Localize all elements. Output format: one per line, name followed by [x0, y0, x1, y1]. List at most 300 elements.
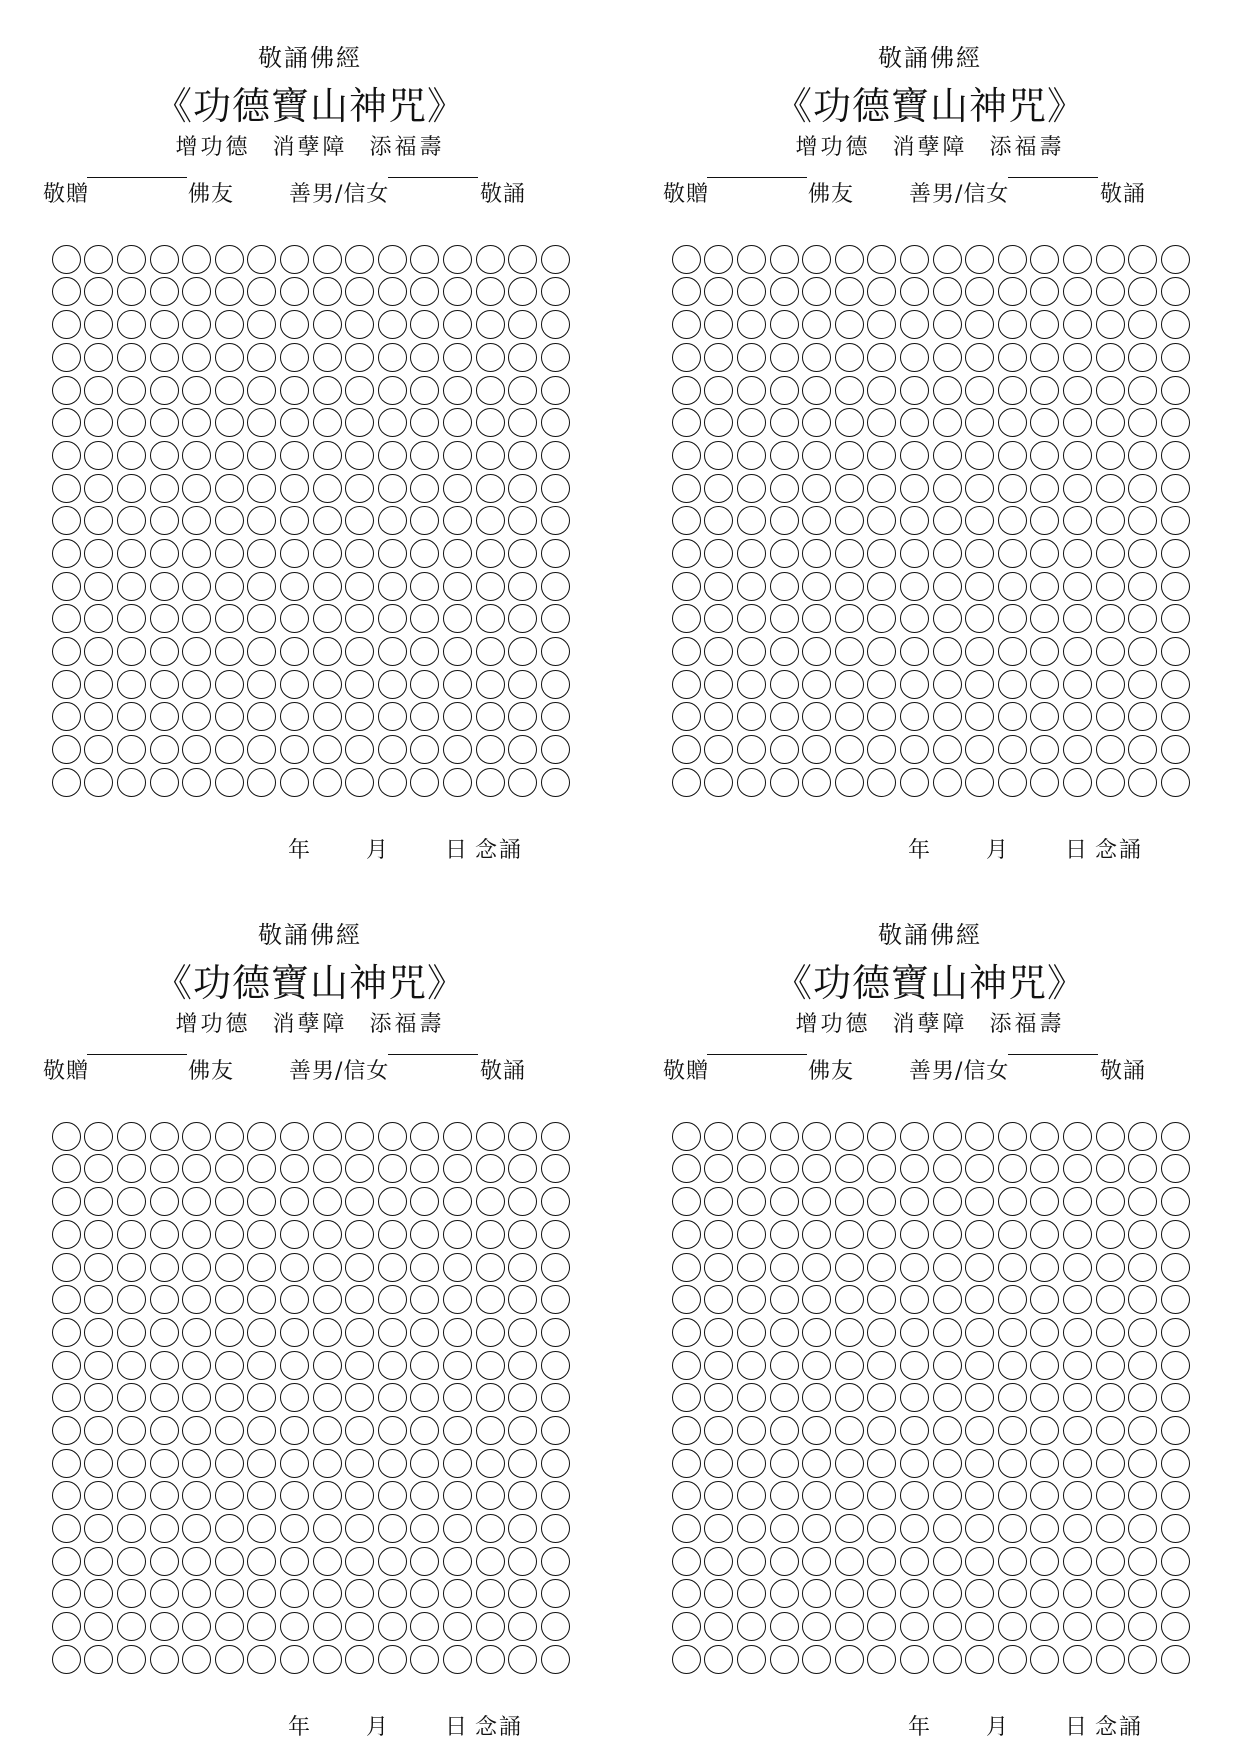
- recitation-circle[interactable]: [443, 1514, 472, 1543]
- recitation-circle[interactable]: [541, 539, 570, 568]
- recitation-circle[interactable]: [770, 1154, 799, 1183]
- recitation-circle[interactable]: [117, 604, 146, 633]
- recitation-circle[interactable]: [280, 572, 309, 601]
- recitation-circle[interactable]: [1128, 637, 1157, 666]
- recitation-circle[interactable]: [704, 1220, 733, 1249]
- recitation-circle[interactable]: [900, 310, 929, 339]
- recitation-circle[interactable]: [900, 572, 929, 601]
- recitation-circle[interactable]: [150, 1481, 179, 1510]
- recitation-circle[interactable]: [704, 1514, 733, 1543]
- recitation-circle[interactable]: [1161, 474, 1190, 503]
- recitation-circle[interactable]: [313, 1351, 342, 1380]
- recitation-circle[interactable]: [476, 506, 505, 535]
- recitation-circle[interactable]: [867, 1449, 896, 1478]
- recitation-circle[interactable]: [672, 768, 701, 797]
- recitation-circle[interactable]: [476, 474, 505, 503]
- recitation-circle[interactable]: [443, 670, 472, 699]
- recitation-circle[interactable]: [443, 1220, 472, 1249]
- recitation-circle[interactable]: [1128, 310, 1157, 339]
- recitation-circle[interactable]: [704, 310, 733, 339]
- recitation-circle[interactable]: [1096, 1285, 1125, 1314]
- recitation-circle[interactable]: [117, 1220, 146, 1249]
- recitation-circle[interactable]: [84, 735, 113, 764]
- recitation-circle[interactable]: [410, 1253, 439, 1282]
- recitation-circle[interactable]: [345, 408, 374, 437]
- recitation-circle[interactable]: [508, 245, 537, 274]
- recitation-circle[interactable]: [672, 1253, 701, 1282]
- recitation-circle[interactable]: [410, 1318, 439, 1347]
- recitation-circle[interactable]: [933, 670, 962, 699]
- recitation-circle[interactable]: [737, 539, 766, 568]
- recitation-circle[interactable]: [84, 1285, 113, 1314]
- recitation-circle[interactable]: [215, 1645, 244, 1674]
- recitation-circle[interactable]: [476, 245, 505, 274]
- recitation-circle[interactable]: [150, 768, 179, 797]
- recitation-circle[interactable]: [1030, 474, 1059, 503]
- recitation-circle[interactable]: [900, 768, 929, 797]
- recitation-circle[interactable]: [1161, 1285, 1190, 1314]
- recitation-circle[interactable]: [410, 1449, 439, 1478]
- recitation-circle[interactable]: [1063, 376, 1092, 405]
- recitation-circle[interactable]: [84, 1253, 113, 1282]
- recitation-circle[interactable]: [835, 1154, 864, 1183]
- recitation-circle[interactable]: [1161, 1253, 1190, 1282]
- recitation-circle[interactable]: [476, 1383, 505, 1412]
- recitation-circle[interactable]: [672, 735, 701, 764]
- recitation-circle[interactable]: [84, 1547, 113, 1576]
- recitation-circle[interactable]: [835, 1547, 864, 1576]
- recitation-circle[interactable]: [280, 376, 309, 405]
- recitation-circle[interactable]: [313, 474, 342, 503]
- recitation-circle[interactable]: [867, 1285, 896, 1314]
- recitation-circle[interactable]: [378, 702, 407, 731]
- recitation-circle[interactable]: [933, 735, 962, 764]
- recitation-circle[interactable]: [508, 572, 537, 601]
- recitation-circle[interactable]: [52, 1351, 81, 1380]
- recitation-circle[interactable]: [541, 506, 570, 535]
- recitation-circle[interactable]: [1063, 1481, 1092, 1510]
- recipient-blank[interactable]: [707, 177, 807, 178]
- recitation-circle[interactable]: [672, 702, 701, 731]
- recitation-circle[interactable]: [313, 539, 342, 568]
- recitation-circle[interactable]: [672, 1351, 701, 1380]
- recitation-circle[interactable]: [443, 1154, 472, 1183]
- recitation-circle[interactable]: [1030, 1187, 1059, 1216]
- recitation-circle[interactable]: [541, 441, 570, 470]
- recitation-circle[interactable]: [84, 245, 113, 274]
- recitation-circle[interactable]: [965, 702, 994, 731]
- recitation-circle[interactable]: [247, 310, 276, 339]
- recitation-circle[interactable]: [933, 1253, 962, 1282]
- recitation-circle[interactable]: [345, 1579, 374, 1608]
- recitation-circle[interactable]: [1128, 1645, 1157, 1674]
- recitation-circle[interactable]: [52, 539, 81, 568]
- recitation-circle[interactable]: [476, 1285, 505, 1314]
- recitation-circle[interactable]: [737, 441, 766, 470]
- recitation-circle[interactable]: [52, 1220, 81, 1249]
- recitation-circle[interactable]: [1063, 1187, 1092, 1216]
- recitation-circle[interactable]: [52, 1449, 81, 1478]
- recitation-circle[interactable]: [443, 474, 472, 503]
- recitation-circle[interactable]: [998, 702, 1027, 731]
- recitation-circle[interactable]: [1063, 702, 1092, 731]
- recitation-circle[interactable]: [1030, 376, 1059, 405]
- recitation-circle[interactable]: [378, 1514, 407, 1543]
- reciter-blank[interactable]: [1008, 177, 1098, 178]
- recitation-circle[interactable]: [770, 1351, 799, 1380]
- recitation-circle[interactable]: [1030, 1579, 1059, 1608]
- recitation-circle[interactable]: [1128, 1612, 1157, 1641]
- recitation-circle[interactable]: [280, 474, 309, 503]
- recitation-circle[interactable]: [508, 343, 537, 372]
- recitation-circle[interactable]: [443, 604, 472, 633]
- recitation-circle[interactable]: [117, 670, 146, 699]
- recitation-circle[interactable]: [704, 245, 733, 274]
- recitation-circle[interactable]: [541, 670, 570, 699]
- recitation-circle[interactable]: [704, 277, 733, 306]
- recitation-circle[interactable]: [933, 474, 962, 503]
- recitation-circle[interactable]: [247, 604, 276, 633]
- recitation-circle[interactable]: [476, 376, 505, 405]
- recitation-circle[interactable]: [900, 735, 929, 764]
- recitation-circle[interactable]: [900, 1612, 929, 1641]
- recitation-circle[interactable]: [704, 1154, 733, 1183]
- recitation-circle[interactable]: [215, 474, 244, 503]
- recitation-circle[interactable]: [52, 1122, 81, 1151]
- recitation-circle[interactable]: [247, 768, 276, 797]
- recitation-circle[interactable]: [965, 1220, 994, 1249]
- recitation-circle[interactable]: [1063, 768, 1092, 797]
- recitation-circle[interactable]: [965, 245, 994, 274]
- recitation-circle[interactable]: [900, 408, 929, 437]
- recitation-circle[interactable]: [313, 1253, 342, 1282]
- recitation-circle[interactable]: [802, 572, 831, 601]
- recitation-circle[interactable]: [933, 1514, 962, 1543]
- recitation-circle[interactable]: [345, 441, 374, 470]
- recitation-circle[interactable]: [900, 1579, 929, 1608]
- recitation-circle[interactable]: [215, 1383, 244, 1412]
- reciter-blank[interactable]: [1008, 1054, 1098, 1055]
- recitation-circle[interactable]: [313, 1285, 342, 1314]
- recitation-circle[interactable]: [117, 1154, 146, 1183]
- recitation-circle[interactable]: [508, 1351, 537, 1380]
- recitation-circle[interactable]: [182, 1318, 211, 1347]
- recitation-circle[interactable]: [443, 277, 472, 306]
- recitation-circle[interactable]: [704, 376, 733, 405]
- recitation-circle[interactable]: [933, 1547, 962, 1576]
- recitation-circle[interactable]: [508, 1122, 537, 1151]
- recitation-circle[interactable]: [835, 441, 864, 470]
- recitation-circle[interactable]: [378, 572, 407, 601]
- recitation-circle[interactable]: [117, 539, 146, 568]
- recitation-circle[interactable]: [1161, 441, 1190, 470]
- recitation-circle[interactable]: [965, 1187, 994, 1216]
- recitation-circle[interactable]: [247, 1612, 276, 1641]
- recitation-circle[interactable]: [1063, 474, 1092, 503]
- recitation-circle[interactable]: [84, 572, 113, 601]
- recitation-circle[interactable]: [84, 539, 113, 568]
- recitation-circle[interactable]: [476, 310, 505, 339]
- recitation-circle[interactable]: [378, 1449, 407, 1478]
- recitation-circle[interactable]: [1030, 1253, 1059, 1282]
- recitation-circle[interactable]: [84, 1220, 113, 1249]
- recitation-circle[interactable]: [215, 1481, 244, 1510]
- recitation-circle[interactable]: [508, 1220, 537, 1249]
- recitation-circle[interactable]: [247, 1514, 276, 1543]
- recitation-circle[interactable]: [704, 637, 733, 666]
- recitation-circle[interactable]: [150, 702, 179, 731]
- recitation-circle[interactable]: [965, 1612, 994, 1641]
- recitation-circle[interactable]: [1096, 277, 1125, 306]
- recitation-circle[interactable]: [737, 1645, 766, 1674]
- recitation-circle[interactable]: [150, 376, 179, 405]
- recitation-circle[interactable]: [965, 637, 994, 666]
- recitation-circle[interactable]: [737, 572, 766, 601]
- recitation-circle[interactable]: [443, 1383, 472, 1412]
- recitation-circle[interactable]: [215, 277, 244, 306]
- recitation-circle[interactable]: [704, 1351, 733, 1380]
- recitation-circle[interactable]: [182, 1514, 211, 1543]
- recitation-circle[interactable]: [280, 735, 309, 764]
- recitation-circle[interactable]: [150, 1547, 179, 1576]
- recitation-circle[interactable]: [1161, 1318, 1190, 1347]
- recitation-circle[interactable]: [476, 1154, 505, 1183]
- recitation-circle[interactable]: [150, 572, 179, 601]
- recitation-circle[interactable]: [215, 539, 244, 568]
- recitation-circle[interactable]: [215, 1612, 244, 1641]
- recitation-circle[interactable]: [182, 506, 211, 535]
- recitation-circle[interactable]: [443, 245, 472, 274]
- recitation-circle[interactable]: [1161, 1351, 1190, 1380]
- recitation-circle[interactable]: [933, 277, 962, 306]
- recitation-circle[interactable]: [1063, 245, 1092, 274]
- recitation-circle[interactable]: [1161, 1579, 1190, 1608]
- recitation-circle[interactable]: [280, 1122, 309, 1151]
- recitation-circle[interactable]: [704, 670, 733, 699]
- recitation-circle[interactable]: [150, 277, 179, 306]
- recitation-circle[interactable]: [215, 506, 244, 535]
- recitation-circle[interactable]: [117, 245, 146, 274]
- recitation-circle[interactable]: [541, 604, 570, 633]
- recitation-circle[interactable]: [900, 1481, 929, 1510]
- recitation-circle[interactable]: [672, 408, 701, 437]
- recitation-circle[interactable]: [802, 604, 831, 633]
- recitation-circle[interactable]: [1063, 277, 1092, 306]
- recitation-circle[interactable]: [1161, 245, 1190, 274]
- recitation-circle[interactable]: [117, 1514, 146, 1543]
- recitation-circle[interactable]: [867, 277, 896, 306]
- recitation-circle[interactable]: [672, 1318, 701, 1347]
- recitation-circle[interactable]: [508, 1579, 537, 1608]
- recitation-circle[interactable]: [1030, 1351, 1059, 1380]
- recitation-circle[interactable]: [182, 539, 211, 568]
- recitation-circle[interactable]: [280, 670, 309, 699]
- recitation-circle[interactable]: [1096, 376, 1125, 405]
- recitation-circle[interactable]: [965, 310, 994, 339]
- recitation-circle[interactable]: [247, 1449, 276, 1478]
- recitation-circle[interactable]: [215, 1351, 244, 1380]
- recitation-circle[interactable]: [802, 539, 831, 568]
- recitation-circle[interactable]: [1128, 1481, 1157, 1510]
- recitation-circle[interactable]: [345, 1449, 374, 1478]
- recitation-circle[interactable]: [117, 1285, 146, 1314]
- recitation-circle[interactable]: [280, 637, 309, 666]
- recitation-circle[interactable]: [313, 1449, 342, 1478]
- recitation-circle[interactable]: [965, 1645, 994, 1674]
- recitation-circle[interactable]: [247, 1154, 276, 1183]
- recitation-circle[interactable]: [1128, 1220, 1157, 1249]
- recitation-circle[interactable]: [867, 506, 896, 535]
- recitation-circle[interactable]: [1030, 702, 1059, 731]
- recitation-circle[interactable]: [443, 506, 472, 535]
- recitation-circle[interactable]: [182, 1187, 211, 1216]
- recitation-circle[interactable]: [541, 408, 570, 437]
- recitation-circle[interactable]: [52, 1612, 81, 1641]
- recitation-circle[interactable]: [313, 408, 342, 437]
- recitation-circle[interactable]: [52, 1645, 81, 1674]
- recitation-circle[interactable]: [998, 1547, 1027, 1576]
- recitation-circle[interactable]: [52, 1318, 81, 1347]
- recitation-circle[interactable]: [998, 343, 1027, 372]
- recitation-circle[interactable]: [378, 474, 407, 503]
- recitation-circle[interactable]: [84, 1645, 113, 1674]
- recitation-circle[interactable]: [770, 1318, 799, 1347]
- recitation-circle[interactable]: [802, 474, 831, 503]
- recitation-circle[interactable]: [280, 1645, 309, 1674]
- recitation-circle[interactable]: [150, 245, 179, 274]
- recitation-circle[interactable]: [541, 637, 570, 666]
- recitation-circle[interactable]: [476, 441, 505, 470]
- recitation-circle[interactable]: [1161, 572, 1190, 601]
- recitation-circle[interactable]: [247, 1318, 276, 1347]
- recitation-circle[interactable]: [150, 539, 179, 568]
- recitation-circle[interactable]: [867, 1645, 896, 1674]
- recitation-circle[interactable]: [443, 310, 472, 339]
- recitation-circle[interactable]: [1128, 1154, 1157, 1183]
- recitation-circle[interactable]: [117, 1187, 146, 1216]
- recitation-circle[interactable]: [345, 1253, 374, 1282]
- recitation-circle[interactable]: [215, 376, 244, 405]
- recitation-circle[interactable]: [965, 408, 994, 437]
- recitation-circle[interactable]: [1096, 735, 1125, 764]
- recitation-circle[interactable]: [280, 1612, 309, 1641]
- recitation-circle[interactable]: [410, 1154, 439, 1183]
- recitation-circle[interactable]: [443, 768, 472, 797]
- recitation-circle[interactable]: [1030, 735, 1059, 764]
- recitation-circle[interactable]: [345, 1351, 374, 1380]
- recitation-circle[interactable]: [1096, 572, 1125, 601]
- recitation-circle[interactable]: [1096, 1187, 1125, 1216]
- recitation-circle[interactable]: [410, 474, 439, 503]
- recitation-circle[interactable]: [867, 441, 896, 470]
- recitation-circle[interactable]: [965, 572, 994, 601]
- recitation-circle[interactable]: [802, 277, 831, 306]
- recitation-circle[interactable]: [410, 768, 439, 797]
- recitation-circle[interactable]: [900, 702, 929, 731]
- recitation-circle[interactable]: [150, 1220, 179, 1249]
- recitation-circle[interactable]: [247, 376, 276, 405]
- recitation-circle[interactable]: [900, 506, 929, 535]
- recitation-circle[interactable]: [410, 735, 439, 764]
- recitation-circle[interactable]: [52, 441, 81, 470]
- recitation-circle[interactable]: [802, 1383, 831, 1412]
- recitation-circle[interactable]: [247, 1285, 276, 1314]
- recitation-circle[interactable]: [182, 277, 211, 306]
- recitation-circle[interactable]: [1030, 539, 1059, 568]
- recitation-circle[interactable]: [117, 637, 146, 666]
- recitation-circle[interactable]: [1030, 1318, 1059, 1347]
- reciter-blank[interactable]: [388, 177, 478, 178]
- recitation-circle[interactable]: [150, 1449, 179, 1478]
- recitation-circle[interactable]: [84, 1416, 113, 1445]
- recitation-circle[interactable]: [313, 245, 342, 274]
- recitation-circle[interactable]: [1161, 343, 1190, 372]
- recitation-circle[interactable]: [704, 441, 733, 470]
- recitation-circle[interactable]: [1030, 637, 1059, 666]
- recitation-circle[interactable]: [672, 1285, 701, 1314]
- recitation-circle[interactable]: [1161, 310, 1190, 339]
- recitation-circle[interactable]: [117, 1351, 146, 1380]
- recitation-circle[interactable]: [476, 1351, 505, 1380]
- recitation-circle[interactable]: [835, 408, 864, 437]
- recitation-circle[interactable]: [410, 539, 439, 568]
- recitation-circle[interactable]: [117, 310, 146, 339]
- recitation-circle[interactable]: [1161, 1187, 1190, 1216]
- recitation-circle[interactable]: [835, 1351, 864, 1380]
- recitation-circle[interactable]: [443, 702, 472, 731]
- recitation-circle[interactable]: [84, 343, 113, 372]
- recitation-circle[interactable]: [182, 1416, 211, 1445]
- recitation-circle[interactable]: [802, 1579, 831, 1608]
- recitation-circle[interactable]: [443, 637, 472, 666]
- recitation-circle[interactable]: [835, 702, 864, 731]
- recitation-circle[interactable]: [998, 310, 1027, 339]
- recitation-circle[interactable]: [933, 604, 962, 633]
- recitation-circle[interactable]: [1128, 539, 1157, 568]
- recitation-circle[interactable]: [704, 1449, 733, 1478]
- recitation-circle[interactable]: [900, 1547, 929, 1576]
- recitation-circle[interactable]: [541, 343, 570, 372]
- recitation-circle[interactable]: [410, 1187, 439, 1216]
- recitation-circle[interactable]: [672, 1220, 701, 1249]
- recitation-circle[interactable]: [150, 1416, 179, 1445]
- recitation-circle[interactable]: [182, 1383, 211, 1412]
- recitation-circle[interactable]: [52, 1383, 81, 1412]
- recitation-circle[interactable]: [998, 441, 1027, 470]
- recitation-circle[interactable]: [770, 310, 799, 339]
- recitation-circle[interactable]: [313, 343, 342, 372]
- recitation-circle[interactable]: [1128, 1449, 1157, 1478]
- recitation-circle[interactable]: [215, 1122, 244, 1151]
- recitation-circle[interactable]: [215, 572, 244, 601]
- recitation-circle[interactable]: [737, 474, 766, 503]
- recitation-circle[interactable]: [410, 1612, 439, 1641]
- recitation-circle[interactable]: [313, 310, 342, 339]
- recitation-circle[interactable]: [672, 1122, 701, 1151]
- recitation-circle[interactable]: [84, 1187, 113, 1216]
- recitation-circle[interactable]: [737, 1318, 766, 1347]
- recitation-circle[interactable]: [52, 702, 81, 731]
- recitation-circle[interactable]: [508, 376, 537, 405]
- recitation-circle[interactable]: [84, 1449, 113, 1478]
- recitation-circle[interactable]: [345, 376, 374, 405]
- recitation-circle[interactable]: [541, 277, 570, 306]
- recitation-circle[interactable]: [215, 1318, 244, 1347]
- recitation-circle[interactable]: [672, 637, 701, 666]
- recitation-circle[interactable]: [280, 1449, 309, 1478]
- recitation-circle[interactable]: [900, 670, 929, 699]
- recitation-circle[interactable]: [280, 604, 309, 633]
